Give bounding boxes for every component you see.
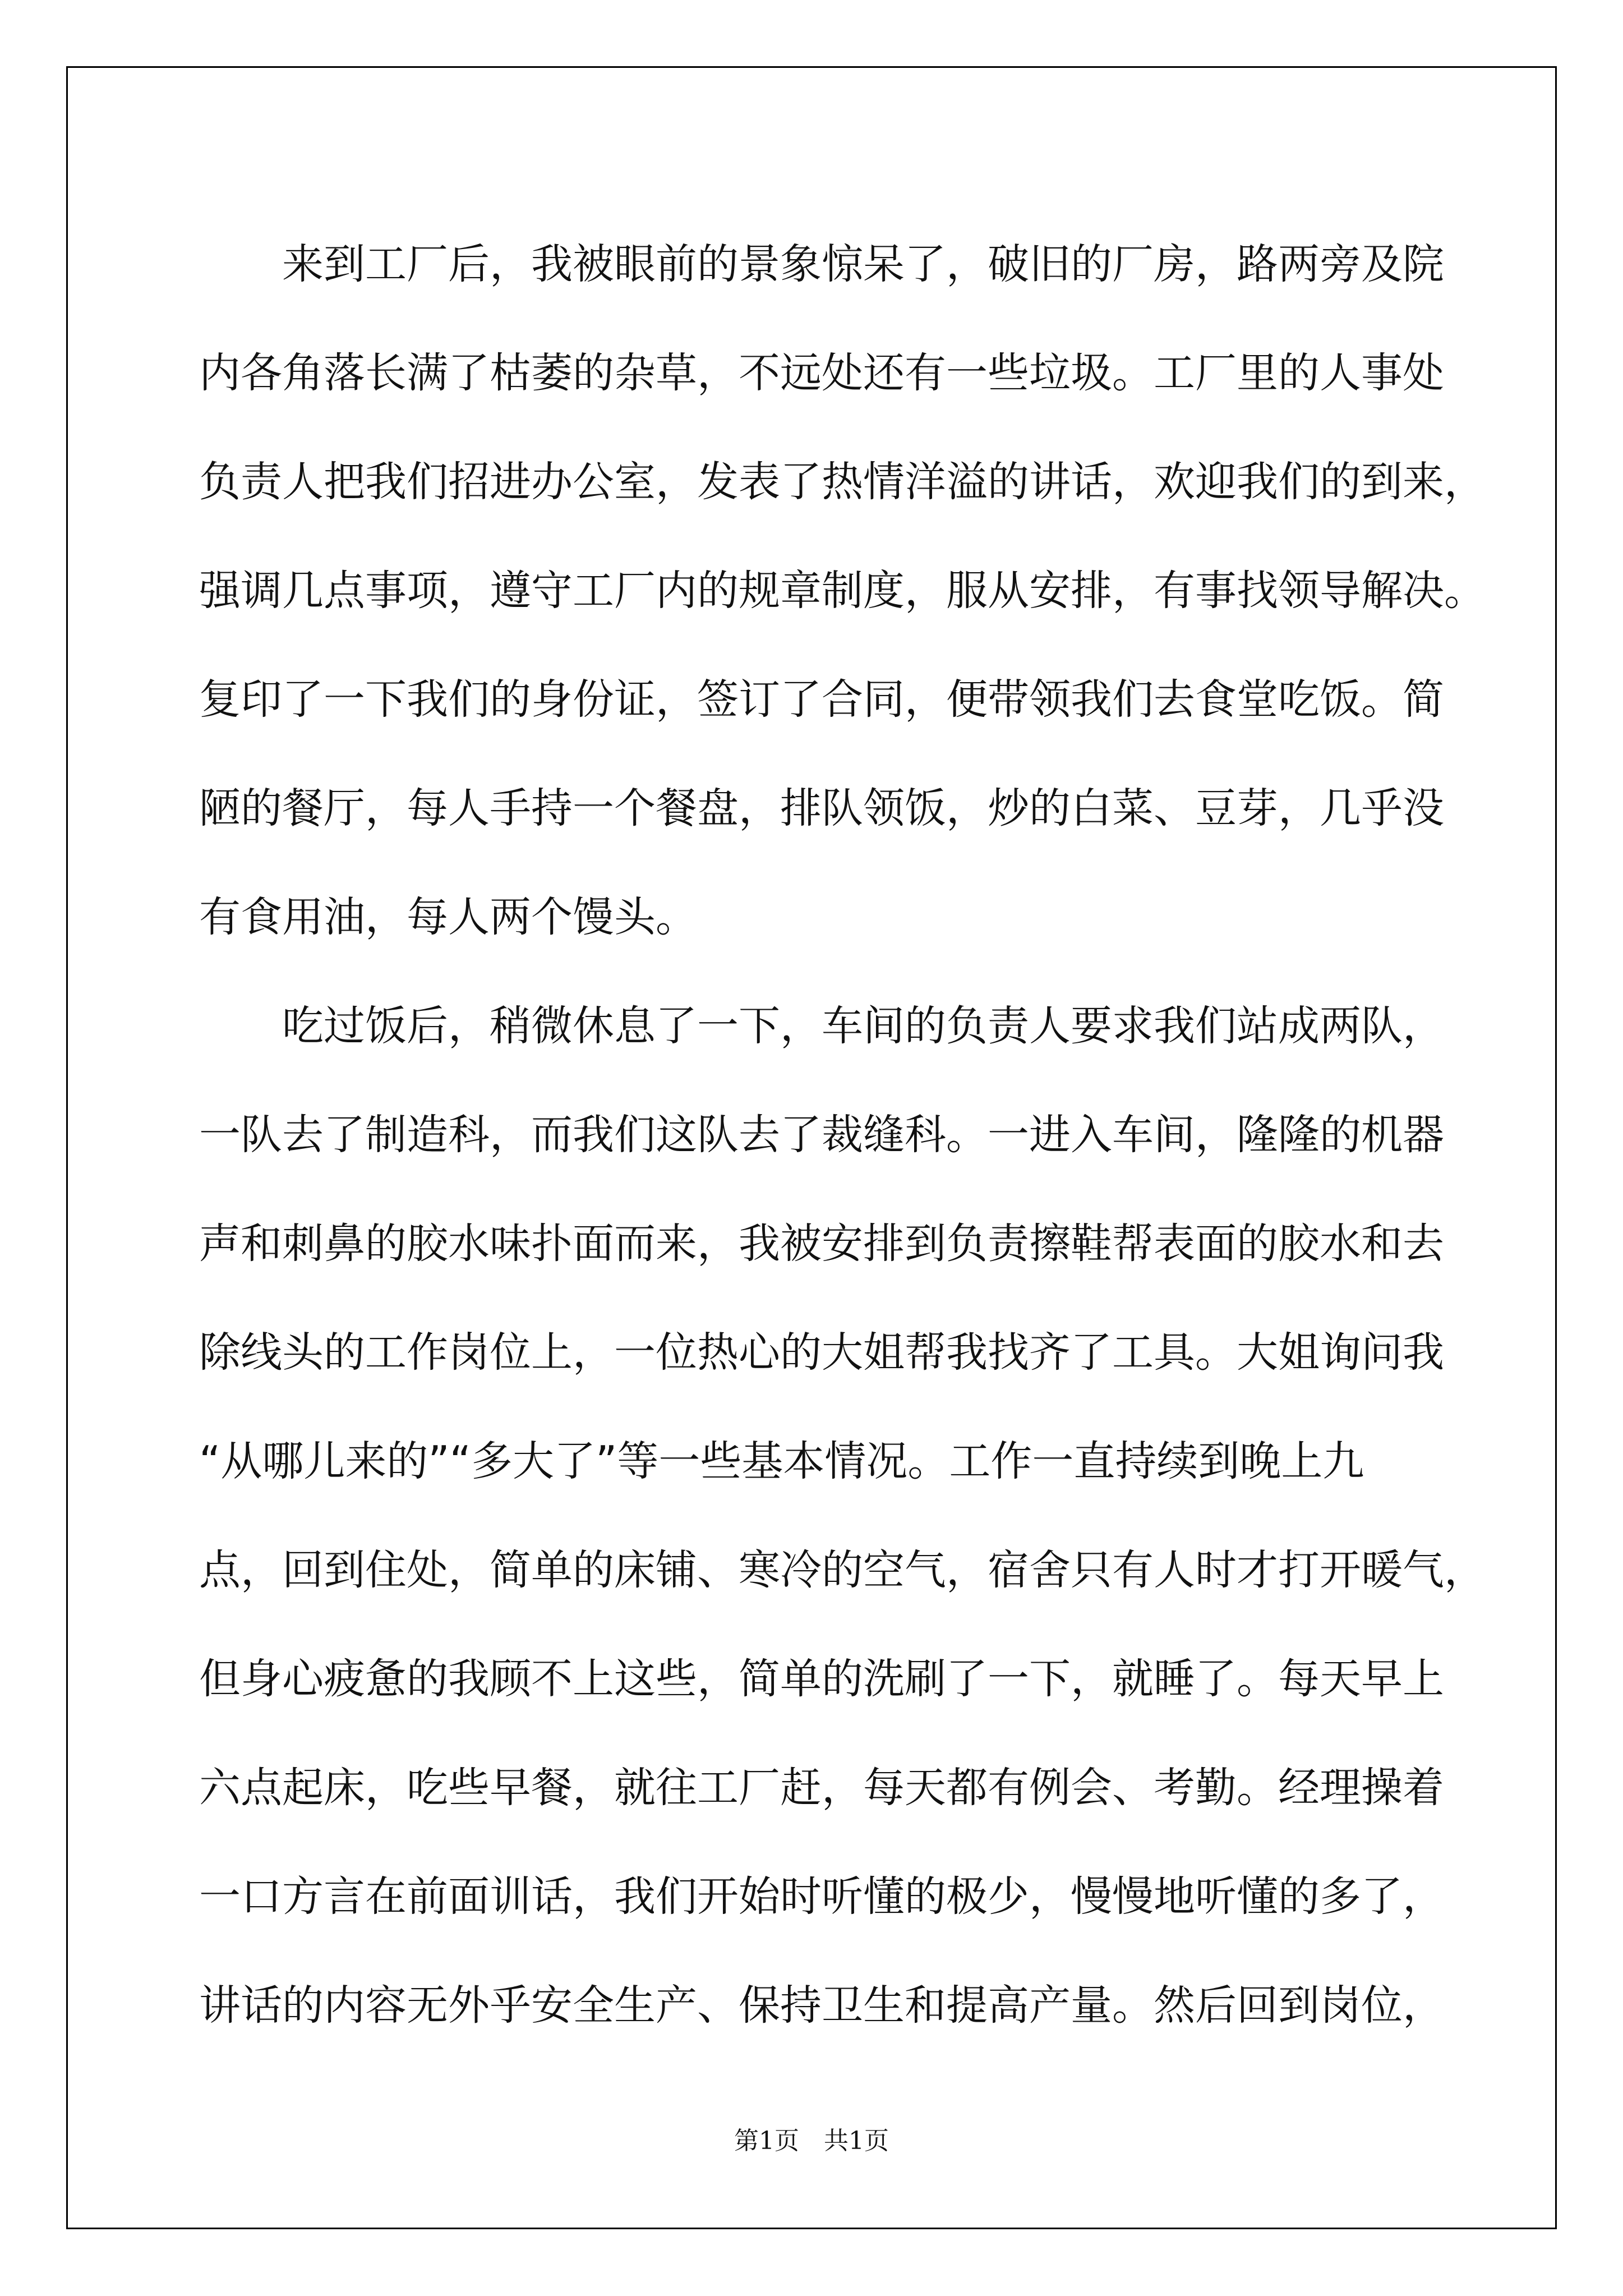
text-line: 一口方言在前面训话，我们开始时听懂的极少，慢慢地听懂的多了， [199, 1872, 1444, 1921]
text-line: 讲话的内容无外乎安全生产、保持卫生和提高产量。然后回到岗位， [199, 1981, 1444, 2030]
page-footer: 第1页 共1页 [734, 2127, 889, 2155]
text-line: 有食用油，每人两个馒头。 [199, 893, 697, 941]
text-line: 强调几点事项，遵守工厂内的规章制度，服从安排，有事找领导解决。 [199, 567, 1486, 615]
text-line: 六点起床，吃些早餐，就往工厂赶，每天都有例会、考勤。经理操着 [199, 1764, 1444, 1812]
text-line: 声和刺鼻的胶水味扑面而来，我被安排到负责擦鞋帮表面的胶水和去 [199, 1220, 1444, 1268]
text-line: 陋的餐厅，每人手持一个餐盘，排队领饭，炒的白菜、豆芽，几乎没 [199, 784, 1444, 832]
text-line: 但身心疲惫的我顾不上这些，简单的洗刷了一下，就睡了。每天早上 [199, 1655, 1444, 1703]
text-line: “从哪儿来的”“多大了”等一些基本情况。工作一直持续到晚上九 [199, 1437, 1364, 1485]
text-line: 吃过饭后，稍微休息了一下，车间的负责人要求我们站成两队， [199, 1002, 1444, 1050]
text-line: 来到工厂后，我被眼前的景象惊呆了，破旧的厂房，路两旁及院 [199, 240, 1444, 288]
document-body [199, 210, 1486, 2060]
text-line: 负责人把我们招进办公室，发表了热情洋溢的讲话，欢迎我们的到来， [199, 458, 1486, 506]
text-line: 一队去了制造科，而我们这队去了裁缝科。一进入车间，隆隆的机器 [199, 1111, 1444, 1159]
text-line: 点，回到住处，简单的床铺、寒冷的空气，宿舍只有人时才打开暖气， [199, 1546, 1486, 1594]
text-line: 除线头的工作岗位上，一位热心的大姐帮我找齐了工具。大姐询问我 [199, 1328, 1444, 1377]
text-line: 内各角落长满了枯萎的杂草，不远处还有一些垃圾。工厂里的人事处 [199, 349, 1444, 397]
text-line: 复印了一下我们的身份证，签订了合同，便带领我们去食堂吃饭。简 [199, 675, 1444, 724]
